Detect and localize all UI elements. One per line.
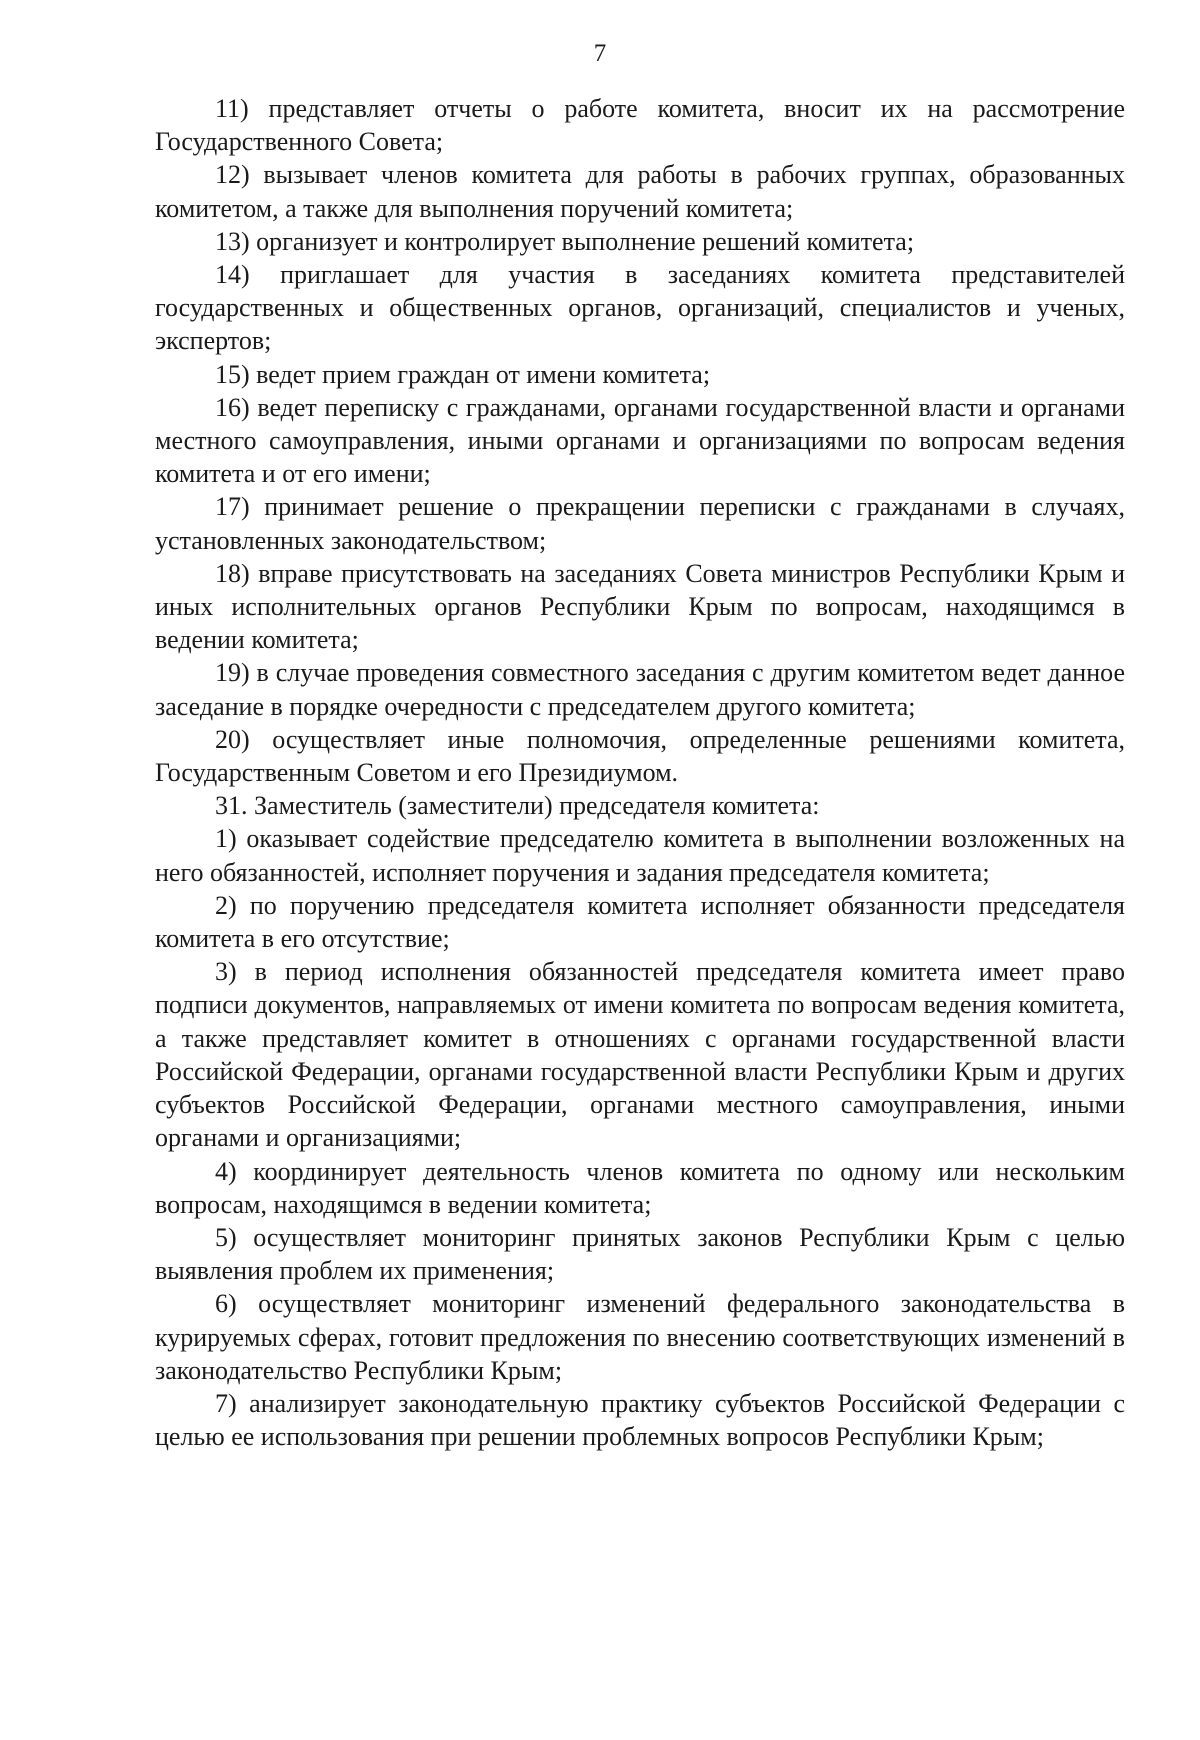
paragraph-item-14: 14) приглашает для участия в заседаниях комитета представителей государственных и общественных органов, организаций, специалистов и ученых, экспертов; [155, 260, 1125, 356]
paragraph-item-11: 11) представляет отчеты о работе комитета, вносит их на рассмотрение Государственного Совета; [155, 94, 1125, 157]
document-body [155, 92, 1125, 1453]
deputy-item-2: 2) по поручению председателя комитета исполняет обязанности председателя комитета в его отсутствие; [155, 890, 1125, 954]
section-31-heading: 31. Заместитель (заместители) председателя комитета: [215, 791, 820, 821]
deputy-item-6: 6) осуществляет мониторинг изменений федерального законодательства в курируемых сферах, готовит предложения по внесению соответствующих изменений в законодательство Республики Крым; [155, 1289, 1125, 1385]
deputy-item-1: 1) оказывает содействие председателю комитета в выполнении возложенных на него обязанностей, исполняет поручения и задания председателя комитета; [155, 824, 1125, 887]
paragraph-item-12: 12) вызывает членов комитета для работы в рабочих группах, образованных комитетом, а также для выполнения поручений комитета; [155, 160, 1125, 223]
deputy-item-5: 5) осуществляет мониторинг принятых законов Республики Крым с целью выявления проблем их применения; [155, 1222, 1125, 1286]
paragraph-item-20: 20) осуществляет иные полномочия, определенные решениями комитета, Государственным Советом и его Президиумом. [155, 724, 1125, 788]
deputy-item-3: 3) в период исполнения обязанностей председателя комитета имеет право подписи документов, направляемых от имени комитета по вопросам ведения комитета, а также представляет комитет в отношениях с органами государственной власти Российской Федерации, органами государственной власти Республики Крым и других субъектов Российской Федерации, органами местного самоуправления, иными органами и организациями; [155, 957, 1125, 1153]
paragraph-item-18: 18) вправе присутствовать на заседаниях Совета министров Республики Крым и иных исполнительных органов Республики Крым по вопросам, находящимся в ведении комитета; [155, 558, 1125, 655]
deputy-item-4: 4) координирует деятельность членов комитета по одному или нескольким вопросам, находящимся в ведении комитета; [155, 1156, 1125, 1219]
paragraph-item-15: 15) ведет прием граждан от имени комитета; [215, 359, 711, 389]
paragraph-item-13: 13) организует и контролирует выполнение решений комитета; [215, 226, 915, 256]
paragraph-item-16: 16) ведет переписку с гражданами, органами государственной власти и органами местного самоуправления, иными органами и организациями по вопросам ведения комитета и от его имени; [155, 392, 1125, 489]
page-number: 7 [593, 40, 607, 67]
paragraph-item-19: 19) в случае проведения совместного заседания с другим комитетом ведет данное заседание в порядке очередности с председателем другого комитета; [155, 658, 1125, 721]
paragraph-item-17: 17) принимает решение о прекращении переписки с гражданами в случаях, установленных законодательством; [155, 492, 1125, 555]
deputy-item-7: 7) анализирует законодательную практику субъектов Российской Федерации с целью ее использования при решении проблемных вопросов Республики Крым; [155, 1388, 1125, 1452]
